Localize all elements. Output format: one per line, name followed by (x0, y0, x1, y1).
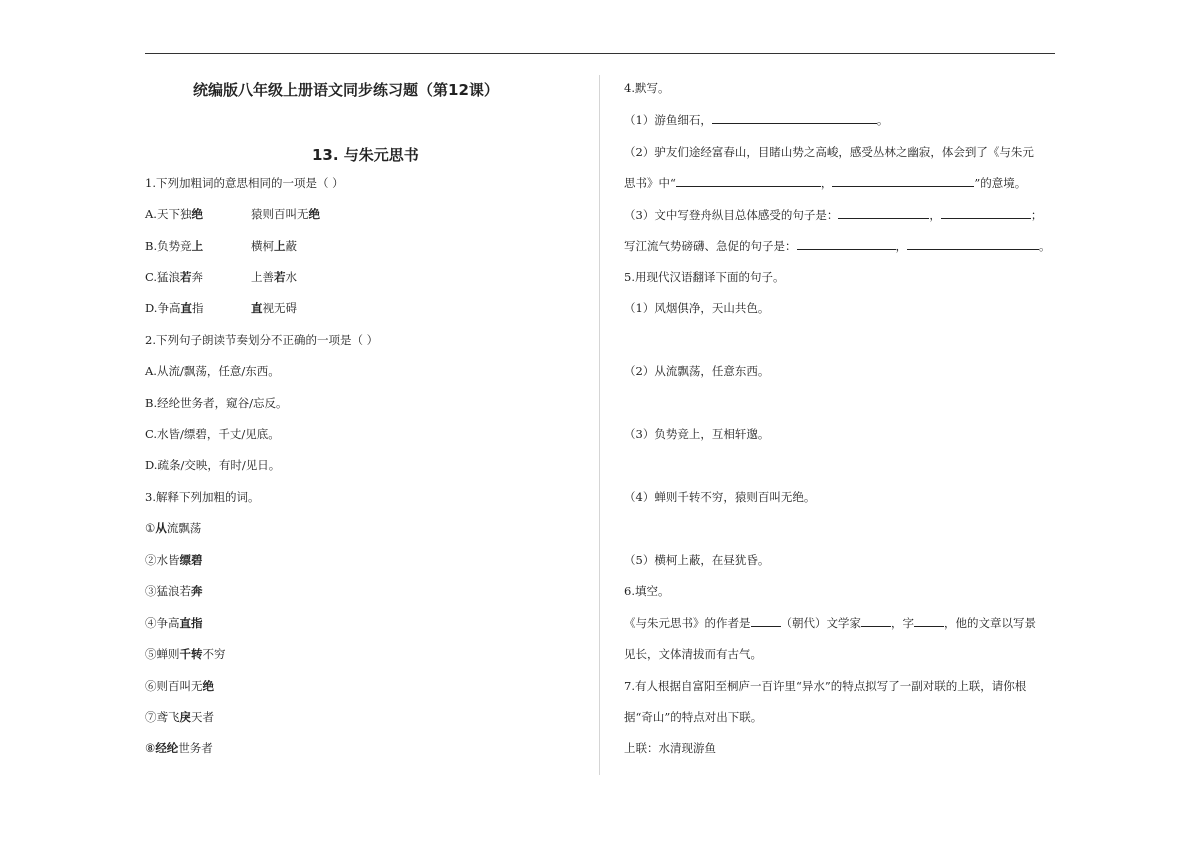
q4-line: （3）文中写登舟纵目总体感受的句子是： ， ； (624, 208, 1043, 222)
q2-option: C.水皆/缥碧，千丈/见底。 (145, 427, 280, 441)
q7-stem: 7.有人根据自富阳至桐庐一百许里“异水”的特点拟写了一副对联的上联，请你根 (624, 679, 1027, 693)
q4-line: （1）游鱼细石， 。 (624, 113, 889, 127)
q2-option: A.从流/飘荡，任意/东西。 (145, 364, 280, 378)
answer-blank[interactable] (676, 175, 821, 187)
answer-blank[interactable] (941, 207, 1031, 219)
answer-blank[interactable] (861, 615, 891, 627)
answer-blank[interactable] (751, 615, 781, 627)
q1-option: A.天下独绝 猿则百叫无绝 (145, 207, 320, 221)
answer-blank[interactable] (712, 112, 877, 124)
q4-line: 思书》中“ ， ”的意境。 (624, 176, 1027, 190)
q3-item: ⑤蝉则千转不穷 (145, 647, 226, 661)
q6-line: 见长，文体清拔而有古气。 (624, 647, 762, 661)
q3-item: ②水皆缥碧 (145, 553, 203, 567)
q5-item: （1）风烟俱净，天山共色。 (624, 301, 770, 315)
top-rule (145, 53, 1055, 54)
answer-blank[interactable] (838, 207, 929, 219)
answer-blank[interactable] (914, 615, 944, 627)
document-title: 统编版八年级上册语文同步练习题（第12课） (193, 81, 499, 99)
lesson-title: 13. 与朱元思书 (312, 146, 419, 164)
q4-stem: 4.默写。 (624, 81, 670, 95)
q3-item: ③猛浪若奔 (145, 584, 203, 598)
q4-line: （2）驴友们途经富春山，目睹山势之高峻，感受丛林之幽寂，体会到了《与朱元 (624, 145, 1034, 159)
q1-option: C.猛浪若奔 上善若水 (145, 270, 297, 284)
q5-item: （3）负势竞上，互相轩邈。 (624, 427, 770, 441)
q5-item: （5）横柯上蔽，在昼犹昏。 (624, 553, 770, 567)
answer-blank[interactable] (797, 238, 896, 250)
q5-stem: 5.用现代汉语翻译下面的句子。 (624, 270, 785, 284)
q5-item: （4）蝉则千转不穷，猿则百叫无绝。 (624, 490, 816, 504)
column-divider (599, 75, 600, 775)
q6-stem: 6.填空。 (624, 584, 670, 598)
q4-line: 写江流气势磅礴、急促的句子是： ， 。 (624, 239, 1051, 253)
q2-stem: 2.下列句子朗读节奏划分不正确的一项是（ ） (145, 333, 379, 347)
q2-option: D.疏条/交映，有时/见日。 (145, 458, 281, 472)
q1-option: B.负势竞上 横柯上蔽 (145, 239, 297, 253)
q2-option: B.经纶世务者，窥谷/忘反。 (145, 396, 288, 410)
q7-line: 上联：水清现游鱼 (624, 741, 716, 755)
answer-blank[interactable] (907, 238, 1039, 250)
q3-item: ⑦鸢飞戾天者 (145, 710, 214, 724)
q3-stem: 3.解释下列加粗的词。 (145, 490, 260, 504)
q7-line: 据“奇山”的特点对出下联。 (624, 710, 763, 724)
q3-item: ⑧经纶世务者 (145, 741, 213, 755)
q1-option: D.争高直指 直视无碍 (145, 301, 297, 315)
q3-item: ④争高直指 (145, 616, 203, 630)
answer-blank[interactable] (832, 175, 974, 187)
q3-item: ①从流飘荡 (145, 521, 202, 535)
q1-stem: 1.下列加粗词的意思相同的一项是（ ） (145, 176, 344, 190)
q3-item: ⑥则百叫无绝 (145, 679, 214, 693)
q5-item: （2）从流飘荡，任意东西。 (624, 364, 770, 378)
q6-line: 《与朱元思书》的作者是 （朝代）文学家 ，字 ，他的文章以写景 (624, 616, 1036, 630)
